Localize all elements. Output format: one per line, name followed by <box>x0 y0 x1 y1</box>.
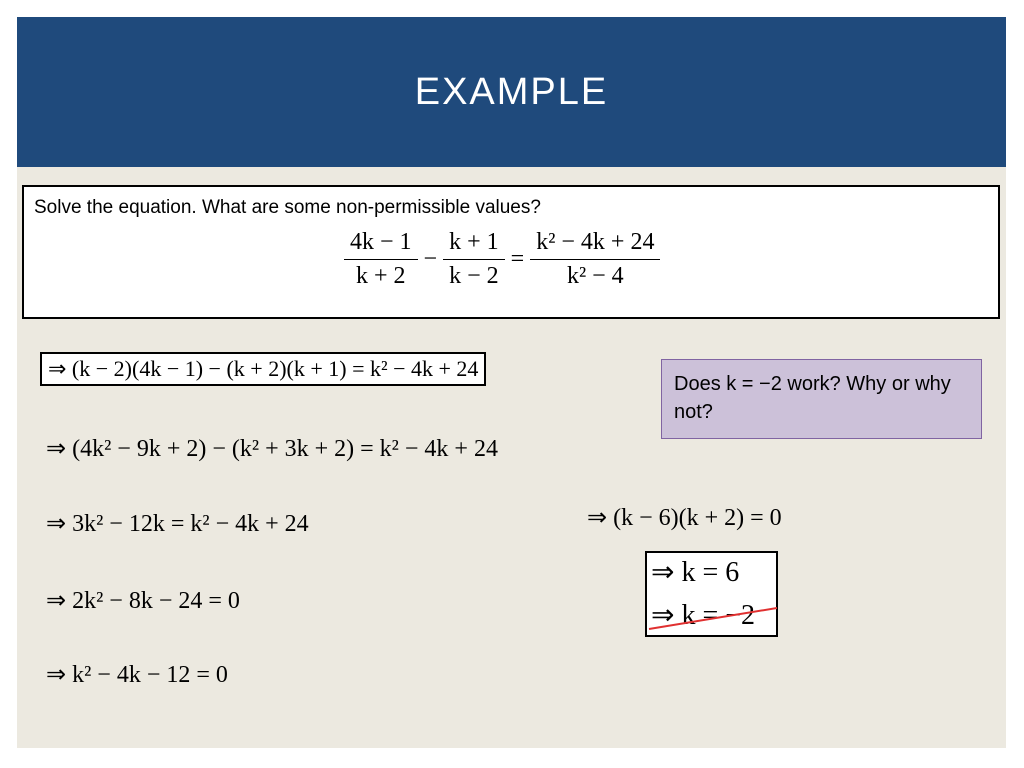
fraction-1 <box>344 229 418 290</box>
step-6-factored: ⇒ (k − 6)(k + 2) = 0 <box>587 505 782 531</box>
step-4: ⇒ 2k² − 8k − 24 = 0 <box>46 588 240 614</box>
fraction-2-denominator: k − 2 <box>449 263 499 289</box>
question-text: Solve the equation. What are some non-permissible values? <box>34 197 541 218</box>
fraction-rhs-numerator: k² − 4k + 24 <box>530 229 660 260</box>
answer-rejected: ⇒ k = −2 <box>651 600 756 631</box>
step-2: ⇒ (4k² − 9k + 2) − (k² + 3k + 2) = k² − 4k + 24 <box>46 436 498 462</box>
fraction-1-denominator: k + 2 <box>356 263 406 289</box>
question-box <box>22 185 1000 319</box>
step-1-boxed: ⇒ (k − 2)(4k − 1) − (k + 2)(k + 1) = k² − 4k + 24 <box>40 352 486 386</box>
equals-operator: = <box>510 246 525 272</box>
step-3: ⇒ 3k² − 12k = k² − 4k + 24 <box>46 511 309 537</box>
strikethrough-line <box>647 553 777 635</box>
main-equation <box>340 229 664 290</box>
fraction-rhs <box>530 229 660 290</box>
step-5: ⇒ k² − 4k − 12 = 0 <box>46 662 228 688</box>
fraction-1-numerator: 4k − 1 <box>344 229 418 260</box>
answer-valid: ⇒ k = 6 <box>651 557 740 588</box>
answer-box <box>645 551 778 637</box>
slide-title: EXAMPLE <box>414 70 609 113</box>
fraction-2 <box>443 229 505 290</box>
callout-question: Does k = −2 work? Why or why not? <box>661 359 982 439</box>
fraction-rhs-denominator: k² − 4 <box>566 263 624 289</box>
minus-operator: − <box>423 246 438 272</box>
title-bar <box>17 17 1006 167</box>
fraction-2-numerator: k + 1 <box>443 229 505 260</box>
